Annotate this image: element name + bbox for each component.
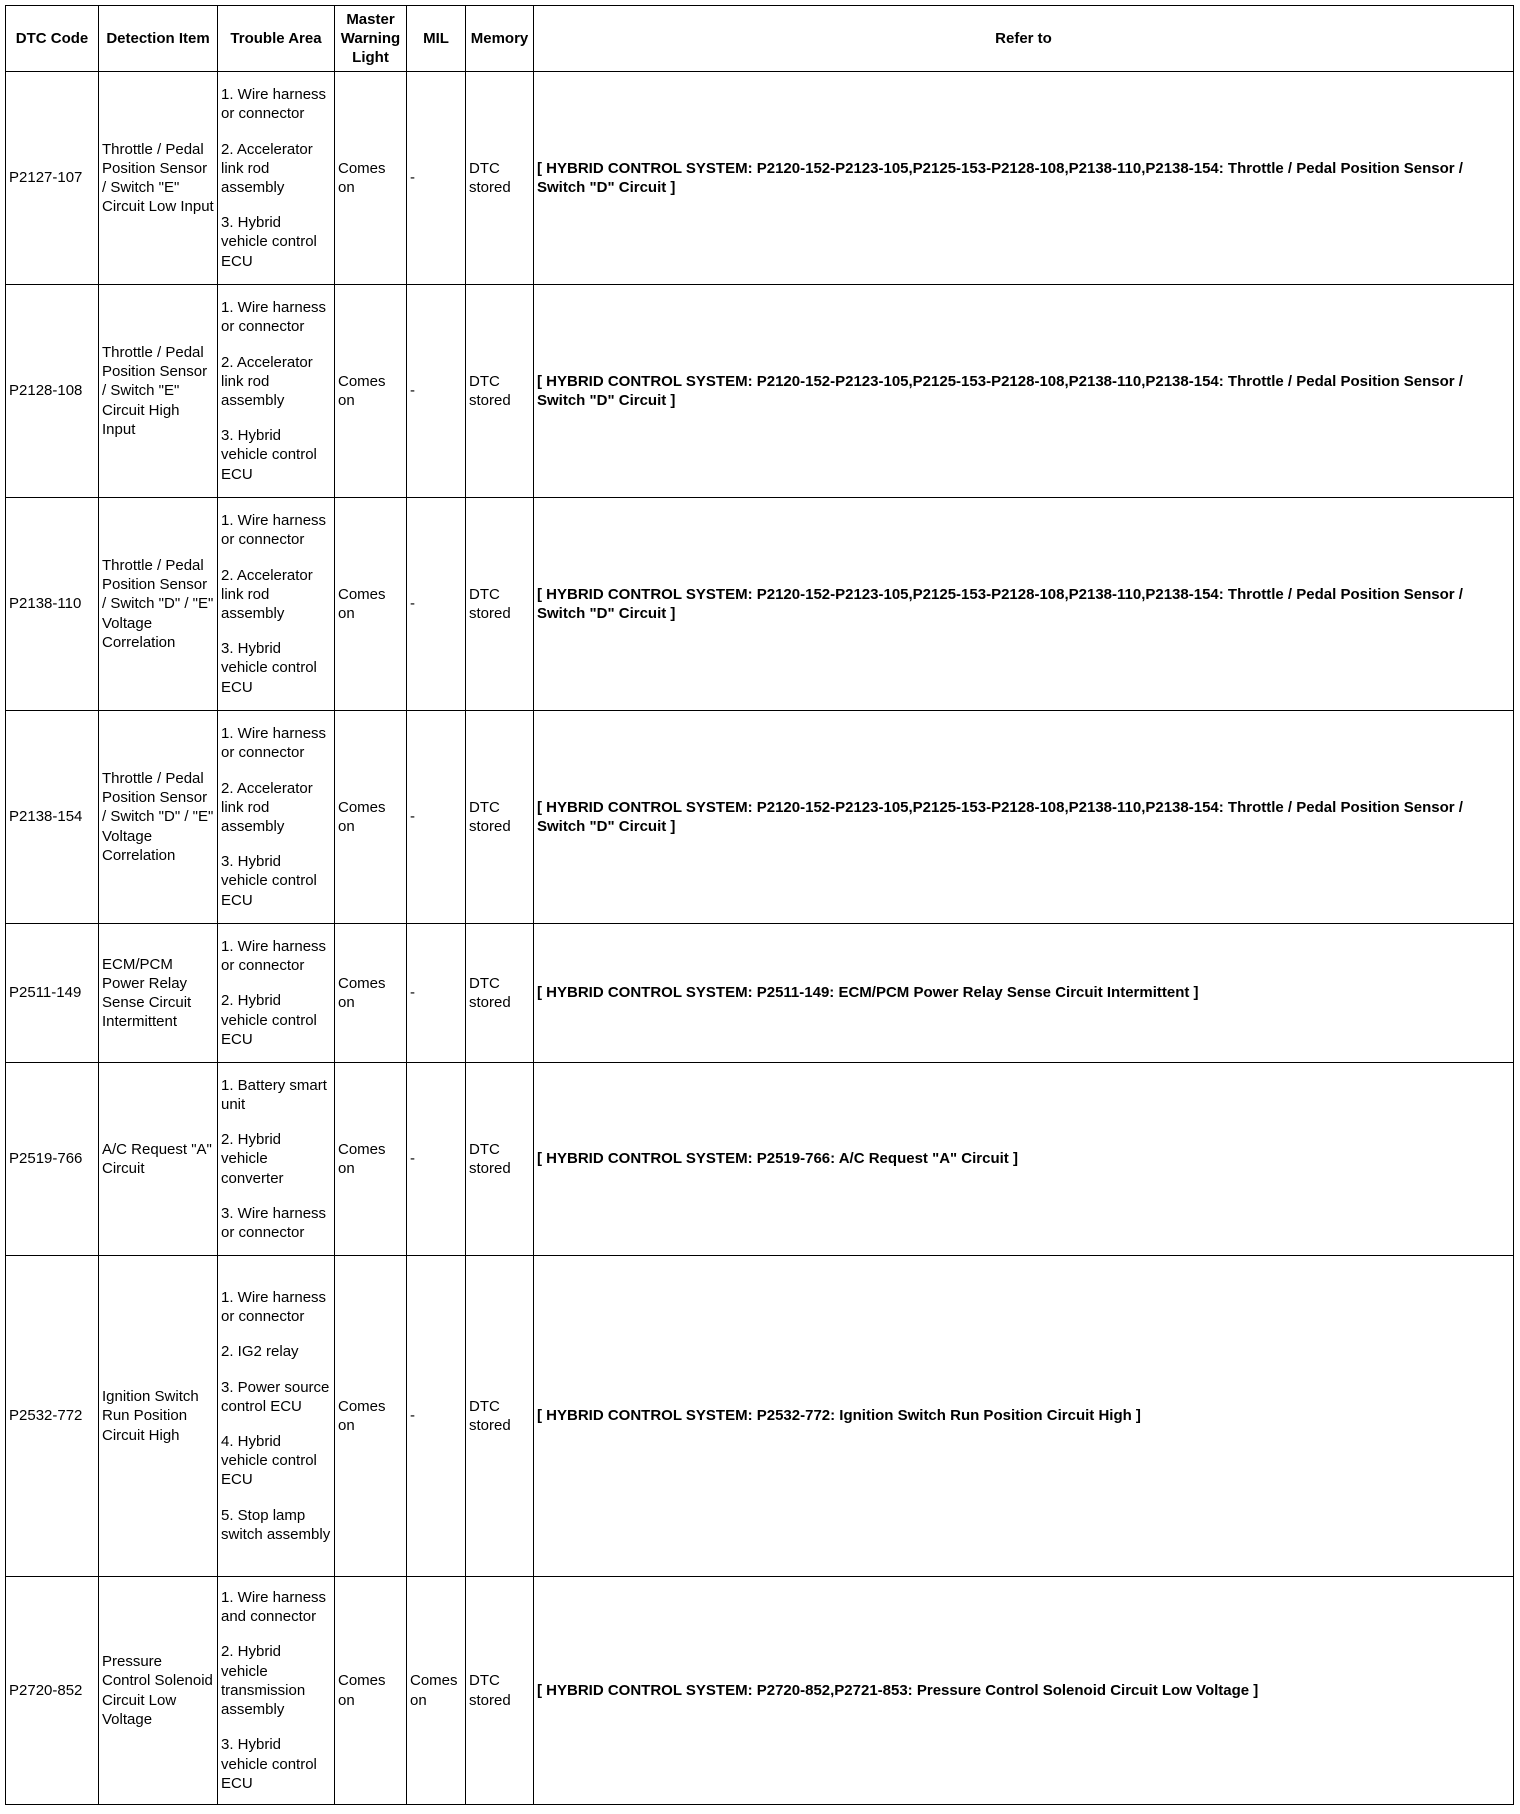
trouble-area	[218, 498, 335, 711]
trouble-area-item: 1. Wire harness or connector	[221, 725, 327, 762]
trouble-area-item: 2. Accelerator link rod assembly	[221, 140, 313, 196]
mil-value: -	[407, 924, 466, 1063]
dtc-code: P2511-149	[6, 924, 99, 1063]
trouble-area-item: 2. IG2 relay	[221, 1343, 299, 1361]
master-warning-light-value: Comes on	[335, 72, 407, 285]
memory-value: DTC stored	[466, 1256, 534, 1577]
memory-value: DTC stored	[466, 1577, 534, 1805]
memory-value: DTC stored	[466, 72, 534, 285]
trouble-area	[218, 72, 335, 285]
header-detection-item: Detection Item	[99, 6, 218, 72]
trouble-area	[218, 924, 335, 1063]
dtc-code: P2128-108	[6, 285, 99, 498]
trouble-area-item: 5. Stop lamp switch assembly	[221, 1506, 331, 1543]
dtc-code: P2138-154	[6, 711, 99, 924]
detection-item: Throttle / Pedal Position Sensor / Switch "E" Circuit Low Input	[99, 72, 218, 285]
memory-value: DTC stored	[466, 1063, 534, 1256]
detection-item: ECM/PCM Power Relay Sense Circuit Intermittent	[99, 924, 218, 1063]
table-row	[6, 1256, 1514, 1577]
detection-item: A/C Request "A" Circuit	[99, 1063, 218, 1256]
memory-value: DTC stored	[466, 924, 534, 1063]
trouble-area-item: 1. Wire harness and connector	[221, 1589, 327, 1626]
trouble-area-item: 3. Hybrid vehicle control ECU	[221, 853, 317, 909]
table-row	[6, 285, 1514, 498]
master-warning-light-value: Comes on	[335, 285, 407, 498]
memory-value: DTC stored	[466, 285, 534, 498]
trouble-area-item: 2. Accelerator link rod assembly	[221, 353, 313, 409]
trouble-area-item: 1. Wire harness or connector	[221, 299, 327, 336]
trouble-area-item: 1. Wire harness or connector	[221, 937, 327, 975]
refer-to-link[interactable]: [ HYBRID CONTROL SYSTEM: P2519-766: A/C Request "A" Circuit ]	[534, 1063, 1514, 1256]
trouble-area-item: 3. Hybrid vehicle control ECU	[221, 640, 317, 696]
trouble-area	[218, 1256, 335, 1577]
header-memory: Memory	[466, 6, 534, 72]
mil-value: -	[407, 72, 466, 285]
detection-item: Ignition Switch Run Position Circuit High	[99, 1256, 218, 1577]
detection-item: Pressure Control Solenoid Circuit Low Voltage	[99, 1577, 218, 1805]
trouble-area	[218, 1577, 335, 1805]
trouble-area-item: 2. Hybrid vehicle control ECU	[221, 992, 317, 1048]
trouble-area-item: 3. Hybrid vehicle control ECU	[221, 1736, 317, 1792]
mil-value: Comes on	[407, 1577, 466, 1805]
dtc-code: P2519-766	[6, 1063, 99, 1256]
table-row	[6, 498, 1514, 711]
trouble-area-item: 4. Hybrid vehicle control ECU	[221, 1433, 317, 1489]
mil-value: -	[407, 1063, 466, 1256]
master-warning-light-value: Comes on	[335, 1063, 407, 1256]
trouble-area-item: 2. Hybrid vehicle converter	[221, 1131, 284, 1187]
memory-value: DTC stored	[466, 711, 534, 924]
trouble-area	[218, 285, 335, 498]
mil-value: -	[407, 285, 466, 498]
trouble-area-item: 1. Wire harness or connector	[221, 1288, 327, 1326]
trouble-area	[218, 711, 335, 924]
master-warning-light-value: Comes on	[335, 1256, 407, 1577]
trouble-area	[218, 1063, 335, 1256]
header-row	[6, 6, 1514, 72]
trouble-area-item: 3. Wire harness or connector	[221, 1204, 327, 1241]
table-row	[6, 924, 1514, 1063]
header-mil: MIL	[407, 6, 466, 72]
mil-value: -	[407, 711, 466, 924]
dtc-table	[5, 5, 1514, 1805]
detection-item: Throttle / Pedal Position Sensor / Switch "D" / "E" Voltage Correlation	[99, 711, 218, 924]
header-master-warning-light: Master Warning Light	[335, 6, 407, 72]
trouble-area-item: 3. Hybrid vehicle control ECU	[221, 427, 317, 483]
master-warning-light-value: Comes on	[335, 498, 407, 711]
table-row	[6, 1063, 1514, 1256]
master-warning-light-value: Comes on	[335, 711, 407, 924]
memory-value: DTC stored	[466, 498, 534, 711]
master-warning-light-value: Comes on	[335, 1577, 407, 1805]
trouble-area-item: 2. Hybrid vehicle transmission assembly	[221, 1643, 306, 1719]
refer-to-link[interactable]: [ HYBRID CONTROL SYSTEM: P2120-152-P2123-105,P2125-153-P2128-108,P2138-110,P2138-154: Throttle / Pedal Position Sensor / Switch "D" Circuit ]	[534, 72, 1514, 285]
trouble-area-item: 2. Accelerator link rod assembly	[221, 779, 313, 835]
detection-item: Throttle / Pedal Position Sensor / Switch "D" / "E" Voltage Correlation	[99, 498, 218, 711]
header-trouble-area: Trouble Area	[218, 6, 335, 72]
table-row	[6, 72, 1514, 285]
trouble-area-item: 1. Wire harness or connector	[221, 512, 327, 549]
table-row	[6, 711, 1514, 924]
refer-to-link[interactable]: [ HYBRID CONTROL SYSTEM: P2720-852,P2721-853: Pressure Control Solenoid Circuit Low Voltage ]	[534, 1577, 1514, 1805]
trouble-area-item: 3. Hybrid vehicle control ECU	[221, 214, 317, 270]
dtc-code: P2720-852	[6, 1577, 99, 1805]
refer-to-link[interactable]: [ HYBRID CONTROL SYSTEM: P2120-152-P2123-105,P2125-153-P2128-108,P2138-110,P2138-154: Throttle / Pedal Position Sensor / Switch "D" Circuit ]	[534, 285, 1514, 498]
detection-item: Throttle / Pedal Position Sensor / Switch "E" Circuit High Input	[99, 285, 218, 498]
trouble-area-item: 3. Power source control ECU	[221, 1378, 330, 1415]
master-warning-light-value: Comes on	[335, 924, 407, 1063]
mil-value: -	[407, 1256, 466, 1577]
dtc-code: P2532-772	[6, 1256, 99, 1577]
refer-to-link[interactable]: [ HYBRID CONTROL SYSTEM: P2120-152-P2123-105,P2125-153-P2128-108,P2138-110,P2138-154: Throttle / Pedal Position Sensor / Switch "D" Circuit ]	[534, 711, 1514, 924]
trouble-area-item: 1. Wire harness or connector	[221, 86, 327, 123]
refer-to-link[interactable]: [ HYBRID CONTROL SYSTEM: P2511-149: ECM/PCM Power Relay Sense Circuit Intermittent ]	[534, 924, 1514, 1063]
dtc-code: P2127-107	[6, 72, 99, 285]
refer-to-link[interactable]: [ HYBRID CONTROL SYSTEM: P2532-772: Ignition Switch Run Position Circuit High ]	[534, 1256, 1514, 1577]
header-refer-to: Refer to	[534, 6, 1514, 72]
table-row	[6, 1577, 1514, 1805]
trouble-area-item: 1. Battery smart unit	[221, 1076, 327, 1113]
mil-value: -	[407, 498, 466, 711]
dtc-code: P2138-110	[6, 498, 99, 711]
header-dtc-code: DTC Code	[6, 6, 99, 72]
refer-to-link[interactable]: [ HYBRID CONTROL SYSTEM: P2120-152-P2123-105,P2125-153-P2128-108,P2138-110,P2138-154: Throttle / Pedal Position Sensor / Switch "D" Circuit ]	[534, 498, 1514, 711]
trouble-area-item: 2. Accelerator link rod assembly	[221, 566, 313, 622]
